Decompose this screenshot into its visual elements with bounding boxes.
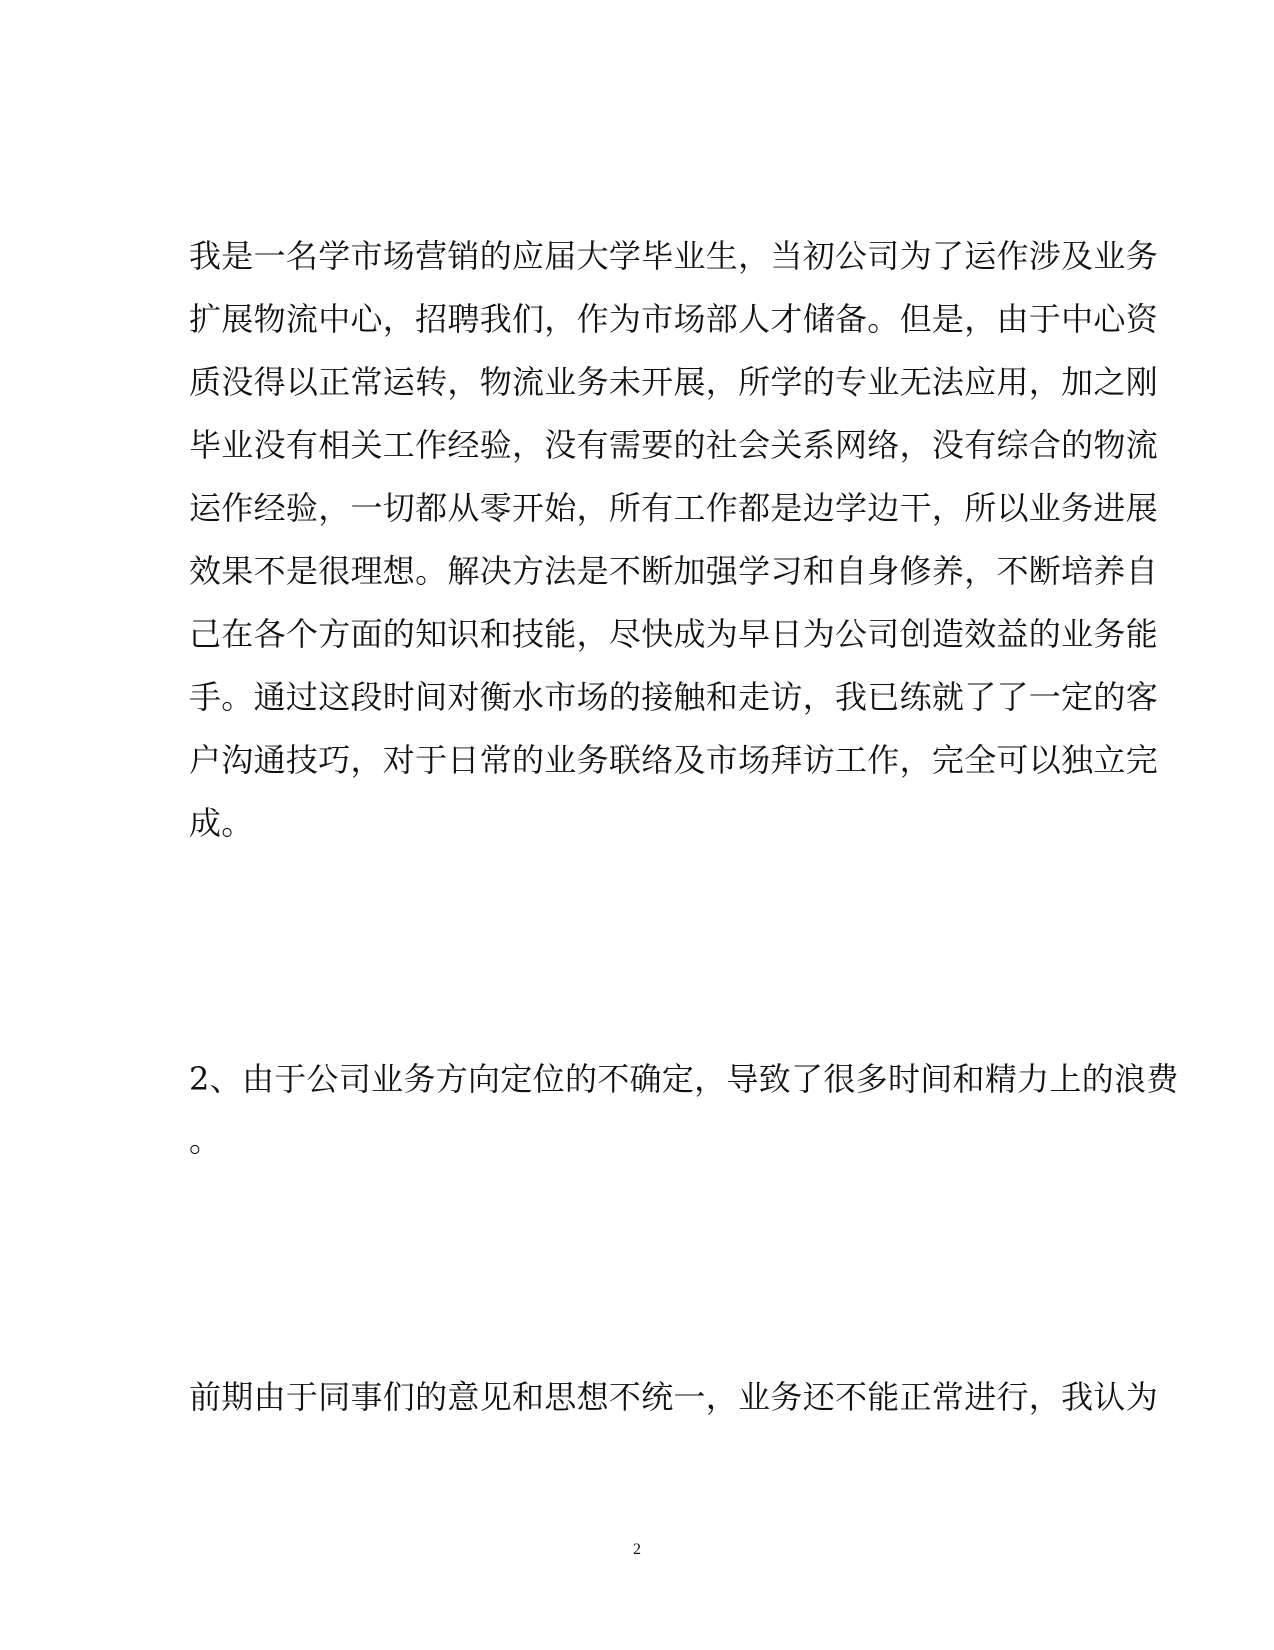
page-number: 2 <box>633 1541 641 1558</box>
paragraph-2-line-2: 。 <box>189 1121 222 1159</box>
paragraph-1-line-7: 己在各个方面的知识和技能，尽快成为早日为公司创造效益的业务能 <box>189 615 1159 653</box>
paragraph-2-line-1: 2、由于公司业务方向定位的不确定，导致了很多时间和精力上的浪费 <box>189 1060 1179 1098</box>
paragraph-1-line-3: 质没得以正常运转，物流业务未开展，所学的专业无法应用，加之刚 <box>189 363 1159 401</box>
paragraph-1-line-1: 我是一名学市场营销的应届大学毕业生，当初公司为了运作涉及业务 <box>189 237 1159 275</box>
paragraph-1-line-6: 效果不是很理想。解决方法是不断加强学习和自身修养，不断培养自 <box>189 552 1159 590</box>
paragraph-1-line-10: 成。 <box>189 804 254 842</box>
paragraph-1-line-9: 户沟通技巧，对于日常的业务联络及市场拜访工作，完全可以独立完 <box>189 741 1159 779</box>
paragraph-3-line-1: 前期由于同事们的意见和思想不统一，业务还不能正常进行，我认为 <box>189 1378 1159 1416</box>
paragraph-1-line-8: 手。通过这段时间对衡水市场的接触和走访，我已练就了了一定的客 <box>189 678 1159 716</box>
paragraph-1-line-4: 毕业没有相关工作经验，没有需要的社会关系网络，没有综合的物流 <box>189 426 1159 464</box>
paragraph-1-line-2: 扩展物流中心，招聘我们，作为市场部人才储备。但是，由于中心资 <box>189 300 1159 338</box>
paragraph-1-line-5: 运作经验，一切都从零开始，所有工作都是边学边干，所以业务进展 <box>189 489 1159 527</box>
